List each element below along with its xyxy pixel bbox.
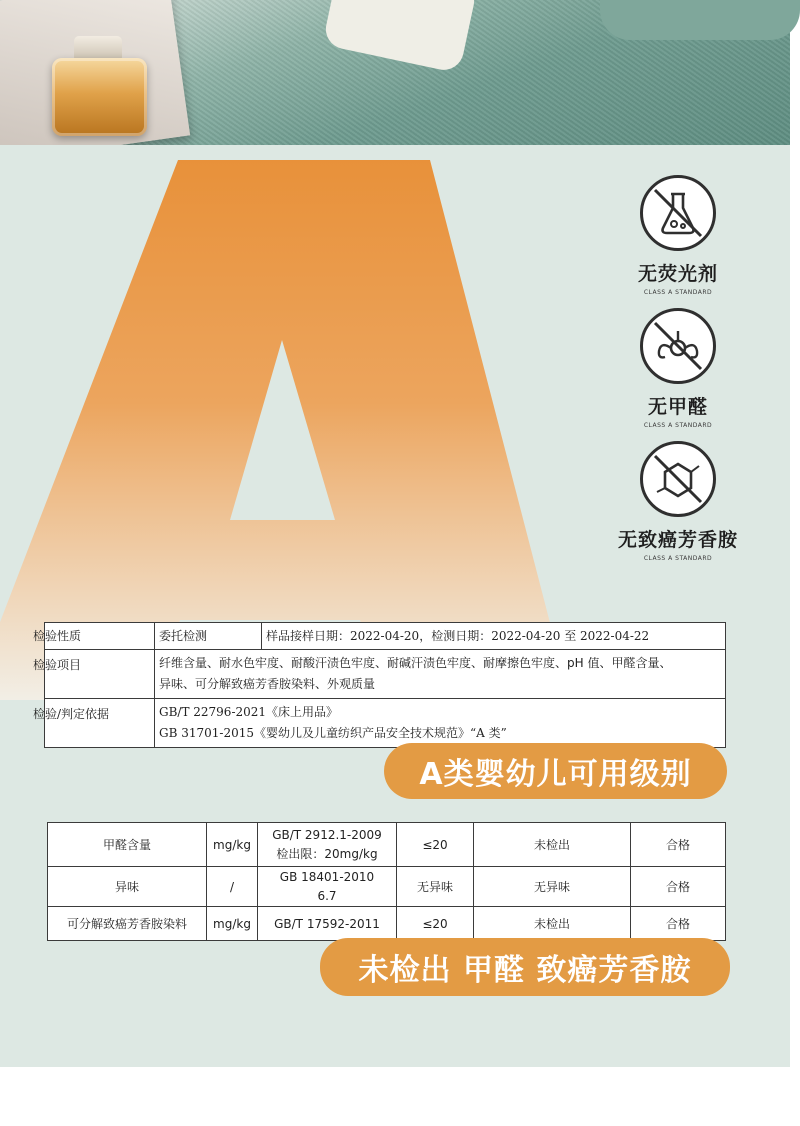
verdict-cell: 合格 — [631, 867, 726, 907]
method-line: GB/T 2912.1-2009 — [272, 827, 382, 842]
badge-no-carcinogenic-amine — [598, 441, 758, 562]
verdict-cell: 合格 — [631, 823, 726, 867]
table-row — [48, 907, 726, 941]
badge-title: 无致癌芳香胺 — [617, 529, 738, 551]
report-row — [33, 623, 725, 650]
method-line: GB 18401-2010 — [279, 869, 375, 884]
requirement-cell: ≤20 — [397, 823, 474, 867]
badge-no-formaldehyde — [598, 308, 758, 429]
perfume-bottle — [52, 58, 147, 136]
method-line: 6.7 — [317, 888, 337, 903]
product-photo — [0, 0, 790, 145]
badge-title: 无荧光剂 — [637, 263, 718, 285]
requirement-cell: ≤20 — [397, 907, 474, 941]
test-report-table — [33, 622, 726, 748]
report-standard-line: GB/T 22796-2021《床上用品》 — [159, 705, 339, 719]
test-results-table — [47, 822, 726, 941]
report-label: 检验性质 — [45, 623, 155, 649]
no-carcinogenic-amine-icon — [643, 444, 713, 514]
unit-cell: / — [207, 867, 258, 907]
result-cell: 无异味 — [474, 867, 631, 907]
report-details: 样品接样日期：2022-04-20，检测日期：2022-04-20 至 2022-04-22 — [266, 629, 650, 643]
report-standard-line: GB 31701-2015《婴幼儿及儿童纺织产品安全技术规范》“A 类” — [159, 726, 507, 740]
result-cell: 未检出 — [474, 907, 631, 941]
report-item-line: 异味、可分解致癌芳香胺染料、外观质量 — [159, 677, 376, 691]
verdict-cell: 合格 — [631, 907, 726, 941]
item-cell: 异味 — [48, 867, 207, 907]
green-pillow — [600, 0, 800, 40]
big-letter-a — [0, 155, 570, 695]
badge-title: 无甲醛 — [647, 396, 708, 418]
item-cell: 可分解致癌芳香胺染料 — [48, 907, 207, 941]
a-class-pill: A类婴幼儿可用级别 — [384, 743, 727, 799]
report-nature: 委托检测 — [155, 623, 262, 649]
badge-subtitle: CLASS A STANDARD — [643, 289, 713, 296]
method-line: 检出限：20mg/kg — [276, 846, 378, 861]
unit-cell: mg/kg — [207, 907, 258, 941]
report-row — [33, 699, 725, 747]
no-formaldehyde-icon — [643, 311, 713, 381]
page-footer-spacer — [0, 1067, 790, 1126]
requirement-cell: 无异味 — [397, 867, 474, 907]
report-row — [33, 650, 725, 699]
table-row — [48, 867, 726, 907]
not-detected-pill: 未检出 甲醛 致癌芳香胺 — [320, 938, 730, 996]
report-label: 检验/判定依据 — [45, 699, 155, 747]
table-row — [48, 823, 726, 867]
result-cell: 未检出 — [474, 823, 631, 867]
report-label: 检验项目 — [45, 650, 155, 698]
badge-subtitle: CLASS A STANDARD — [643, 555, 713, 562]
item-cell: 甲醛含量 — [48, 823, 207, 867]
badge-subtitle: CLASS A STANDARD — [643, 422, 713, 429]
no-fluorescent-agent-icon — [643, 178, 713, 248]
unit-cell: mg/kg — [207, 823, 258, 867]
report-item-line: 纤维含量、耐水色牢度、耐酸汗渍色牢度、耐碱汗渍色牢度、耐摩擦色牢度、pH 值、甲醛含量、 — [159, 656, 672, 670]
method-line: GB/T 17592-2011 — [258, 907, 397, 941]
badge-no-fluorescent — [598, 175, 758, 296]
